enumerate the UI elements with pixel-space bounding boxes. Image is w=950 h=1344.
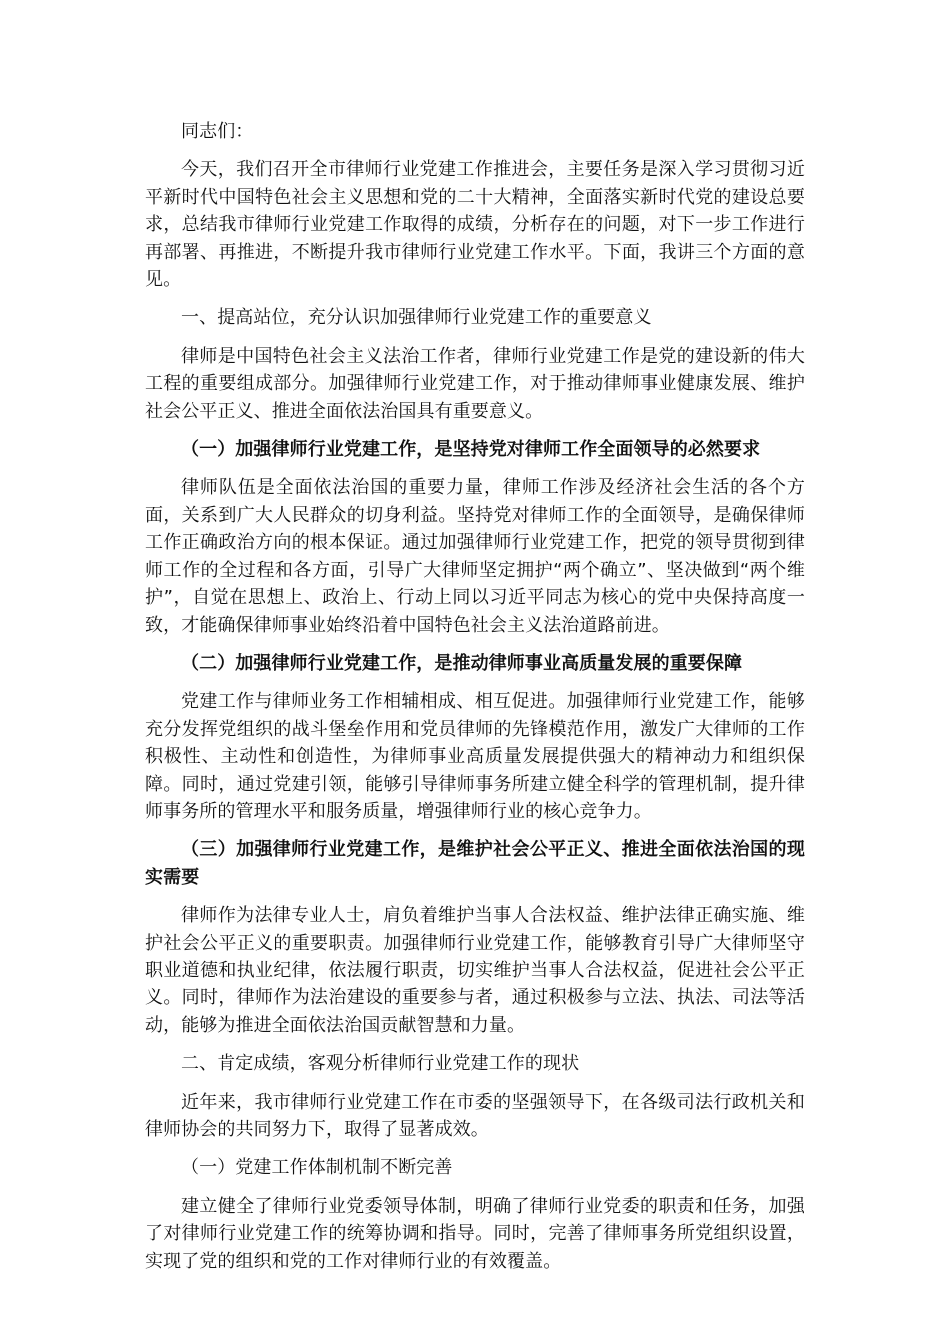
section-2-sub-1-body: 建立健全了律师行业党委领导体制，明确了律师行业党委的职责和任务，加强了对律师行业党建工作的统筹协调和指导。同时，完善了律师事务所党组织设置，实现了党的组织和党的工作对律师行业的有效覆盖。 (145, 1195, 805, 1272)
salutation: 同志们： (181, 121, 254, 142)
section-1-sub-3-heading: （三）加强律师行业党建工作，是维护社会公平正义、推进全面依法治国的现实需要 (145, 839, 805, 888)
section-1-sub-2-body: 党建工作与律师业务工作相辅相成、相互促进。加强律师行业党建工作，能够充分发挥党组织的战斗堡垒作用和党员律师的先锋模范作用，激发广大律师的工作积极性、主动性和创造性，为律师事业高质量发展提供强大的精神动力和组织保障。同时，通过党建引领，能够引导律师事务所建立健全科学的管理机制，提升律师事务所的管理水平和服务质量，增强律师行业的核心竞争力。 (145, 691, 805, 822)
section-1-sub-2-heading: （二）加强律师行业党建工作，是推动律师事业高质量发展的重要保障 (181, 652, 743, 674)
section-1-sub-3-body: 律师作为法律专业人士，肩负着维护当事人合法权益、维护法律正确实施、维护社会公平正义的重要职责。加强律师行业党建工作，能够教育引导广大律师坚守职业道德和执业纪律，依法履行职责，切实维护当事人合法权益，促进社会公平正义。同时，律师作为法治建设的重要参与者，通过积极参与立法、执法、司法等活动，能够为推进全面依法治国贡献智慧和力量。 (145, 905, 805, 1036)
section-1-heading: 一、提高站位，充分认识加强律师行业党建工作的重要意义 (181, 307, 652, 329)
intro-paragraph: 今天，我们召开全市律师行业党建工作推进会，主要任务是深入学习贯彻习近平新时代中国特色社会主义思想和党的二十大精神，全面落实新时代党的建设总要求，总结我市律师行业党建工作取得的成绩，分析存在的问题，对下一步工作进行再部署、再推进，不断提升我市律师行业党建工作水平。下面，我讲三个方面的意见。 (145, 159, 805, 291)
section-1-sub-1-heading: （一）加强律师行业党建工作，是坚持党对律师工作全面领导的必然要求 (181, 439, 761, 461)
document-page (145, 118, 805, 1275)
section-2-body: 近年来，我市律师行业党建工作在市委的坚强领导下，在各级司法行政机关和律师协会的共同努力下，取得了显著成效。 (145, 1091, 805, 1140)
section-1-body: 律师是中国特色社会主义法治工作者，律师行业党建工作是党的建设新的伟大工程的重要组成部分。加强律师行业党建工作，对于推动律师事业健康发展、维护社会公平正义、推进全面依法治国具有重要意义。 (145, 345, 805, 422)
section-2-sub-1-heading: （一）党建工作体制机制不断完善 (181, 1157, 453, 1179)
section-2-heading: 二、肯定成绩，客观分析律师行业党建工作的现状 (181, 1053, 580, 1075)
section-1-sub-1-body: 律师队伍是全面依法治国的重要力量，律师工作涉及经济社会生活的各个方面，关系到广大人民群众的切身利益。坚持党对律师工作的全面领导，是确保律师工作正确政治方向的根本保证。通过加强律师行业党建工作，把党的领导贯彻到律师工作的全过程和各方面，引导广大律师坚定拥护“两个确立”、坚决做到“两个维护”，自觉在思想上、政治上、行动上同以习近平同志为核心的党中央保持高度一致，才能确保律师事业始终沿着中国特色社会主义法治道路前进。 (145, 477, 805, 636)
